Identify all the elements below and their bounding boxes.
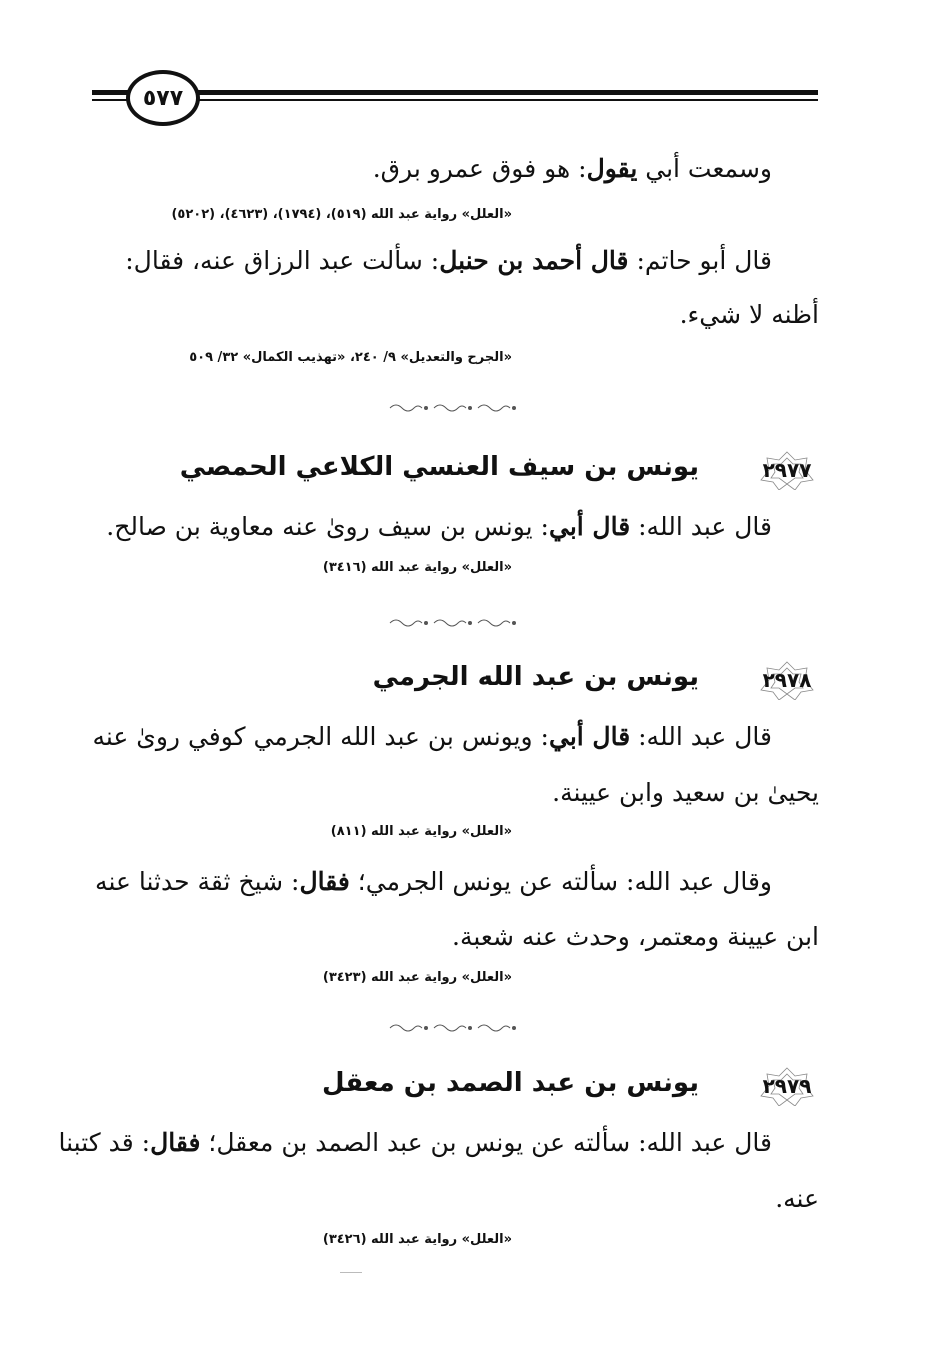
text-span: قال أبو حاتم: [628,246,772,275]
entry-heading [200,1066,819,1106]
text-span: : يونس بن سيف روىٰ عنه معاوية بن صالح. [106,512,549,541]
text-span: قال عبد الله: سألته عن يونس بن عبد الصمد بن معقل؛ [200,1128,772,1157]
text-span: وسمعت أبي [637,154,772,183]
entry-title: يونس بن سيف العنسي الكلاعي الحمصي [179,452,699,482]
reference-line: «العلل» رواية عبد الله (٨١١) [330,824,512,839]
header-rule-thick [92,90,818,95]
page-number-badge [126,70,200,126]
reference-line: «العلل» رواية عبد الله (٣٤١٦) [322,560,512,575]
reference-line: «العلل» رواية عبد الله (٣٤٢٣) [322,970,512,985]
entry-number: ٢٩٧٩ [762,1074,812,1098]
entry-number: ٢٩٧٨ [762,668,812,692]
ornament-separator [386,401,530,415]
entry-number: ٢٩٧٧ [762,458,812,482]
text-span: : قد كتبنا [58,1128,151,1157]
text-line [92,722,772,751]
entry-heading [179,450,819,490]
entry-title: يونس بن عبد الله الجرمي [372,662,699,692]
text-span: : سألت عبد الرزاق عنه، فقال: [125,246,440,275]
text-line [59,1128,772,1157]
page-number: ٥٧٧ [142,85,184,111]
entry-number-badge [755,660,819,700]
reference-line: «الجرح والتعديل» ٩/ ٢٤٠، «تهذيب الكمال» ٣٢/ ٥٠٩ [189,350,512,365]
text-line: عنه. [775,1184,819,1213]
entry-heading [200,660,819,700]
text-span: قال عبد الله: [630,722,772,751]
text-line: أظنه لا شيء. [679,300,819,329]
text-span: وقال عبد الله: سألته عن يونس الجرمي؛ [349,867,772,896]
bold-span: فقال [299,867,350,896]
text-span: : شيخ ثقة حدثنا عنه [95,867,300,896]
reference-line: «العلل» رواية عبد الله (٣٤٢٦) [322,1232,512,1247]
reference-line: «العلل» رواية عبد الله (٥١٩)، (١٧٩٤)، (٤٦٢٣)، (٥٢٠٢) [171,207,512,222]
text-line [373,154,772,183]
bold-span: قال أبي [548,512,631,541]
ornament-separator [386,616,530,630]
text-span: قال عبد الله: [630,512,772,541]
entry-title: يونس بن عبد الصمد بن معقل [322,1068,699,1098]
bold-span: يقول [586,154,638,183]
text-line [106,512,772,541]
text-line: يحيىٰ بن سعيد وابن عيينة. [552,778,819,807]
header-rule-thin [92,99,818,101]
text-span: : هو فوق عمرو برق. [372,154,587,183]
text-span: : ويونس بن عبد الله الجرمي كوفي روىٰ عنه [92,722,549,751]
text-line [125,246,772,275]
text-line: ابن عيينة ومعتمر، وحدث عنه شعبة. [452,922,819,951]
bold-span: قال أبي [548,722,631,751]
bold-span: فقال [150,1128,201,1157]
entry-number-badge [755,450,819,490]
ornament-separator [386,1021,530,1035]
text-line [95,867,772,896]
entry-number-badge [755,1066,819,1106]
scan-speck [340,1272,362,1273]
bold-span: قال أحمد بن حنبل [439,246,629,275]
